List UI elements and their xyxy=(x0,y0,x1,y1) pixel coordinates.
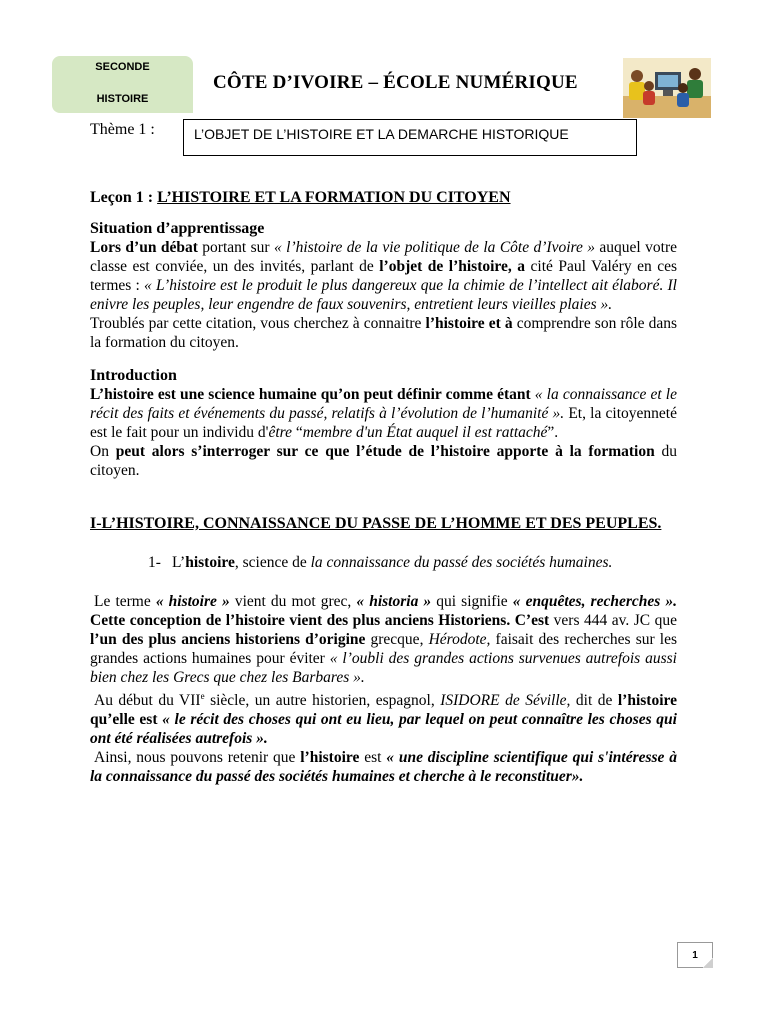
isidore-paragraph: Au début du VIIe siècle, un autre historien, espagnol, ISIDORE de Séville, dit de l’histoire qu’elle est « le récit des choses qui ont eu lieu, par lequel on peut connaître les choses qui ont été réalisées autrefois ». xyxy=(90,691,677,748)
lesson-title xyxy=(90,188,677,207)
document-body xyxy=(90,188,677,786)
theme-label: Thème 1 : xyxy=(90,121,155,138)
page-header-title: CÔTE D’IVOIRE – ÉCOLE NUMÉRIQUE xyxy=(213,72,578,93)
badge-level: SECONDE xyxy=(95,61,150,73)
introduction-paragraph-2: On peut alors s’interroger sur ce que l’étude de l’histoire apporte à la formation du citoyen. xyxy=(90,443,678,479)
situation-paragraph: Lors d’un débat portant sur « l’histoire de la vie politique de la Côte d’Ivoire » auquel votre classe est conviée, un des invités, parlant de l’objet de l’histoire, a cité Paul Valéry en ces termes : « L’histoire est le produit le plus dangereux que la chimie de l’intellect ait élaboré. Il enivre les peuples, leur engendre de faux souvenirs, entretient leurs vieilles plaies ». xyxy=(90,239,678,313)
badge-subject: HISTOIRE xyxy=(96,93,149,105)
lesson-prefix: Leçon 1 : xyxy=(90,189,158,206)
situation-heading: Situation d’apprentissage xyxy=(90,220,265,237)
conclusion-paragraph: Ainsi, nous pouvons retenir que l’histoire est « une discipline scientifique qui s'intéresse à la connaissance du passé des sociétés humaines et cherche à le reconstituer». xyxy=(90,749,678,786)
section-1-title: I-L’HISTOIRE, CONNAISSANCE DU PASSE DE L’HOMME ET DES PEUPLES. xyxy=(90,515,662,532)
page-corner-fold xyxy=(703,958,713,968)
introduction-paragraph: L’histoire est une science humaine qu’on peut définir comme étant « la connaissance et le récit des faits et événements du passé, relatifs à l’évolution de l’humanité ». Et, la citoyenneté est le fait pour un individu d'être “membre d'un État auquel il est rattaché”. xyxy=(90,386,677,441)
introduction-heading: Introduction xyxy=(90,367,177,384)
list-item: 1- L’histoire, science de la connaissance du passé des sociétés humaines. xyxy=(148,554,613,571)
theme-title-box: L’OBJET DE L’HISTOIRE ET LA DEMARCHE HISTORIQUE xyxy=(183,119,637,156)
page-number: 1 xyxy=(677,942,713,968)
situation-paragraph-2: Troublés par cette citation, vous cherchez à connaitre l’histoire et à comprendre son rôle dans la formation du citoyen. xyxy=(90,315,678,351)
history-definition-paragraph: Le terme « histoire » vient du mot grec, « historia » qui signifie « enquêtes, recherches ». Cette conception de l’histoire vient des plus anciens Historiens. C’est vers 444 av. JC que l’un des plus anciens historiens d’origine grecque, Hérodote, faisait des recherches sur les grandes actions humaines pour éviter « l’oubli des grandes actions survenues autrefois aussi bien chez les Grecs que chez les Barbares ». xyxy=(90,593,677,686)
lesson-name: L’HISTOIRE ET LA FORMATION DU CITOYEN xyxy=(157,189,511,206)
students-at-computer-icon xyxy=(623,58,711,118)
level-badge xyxy=(52,56,193,113)
